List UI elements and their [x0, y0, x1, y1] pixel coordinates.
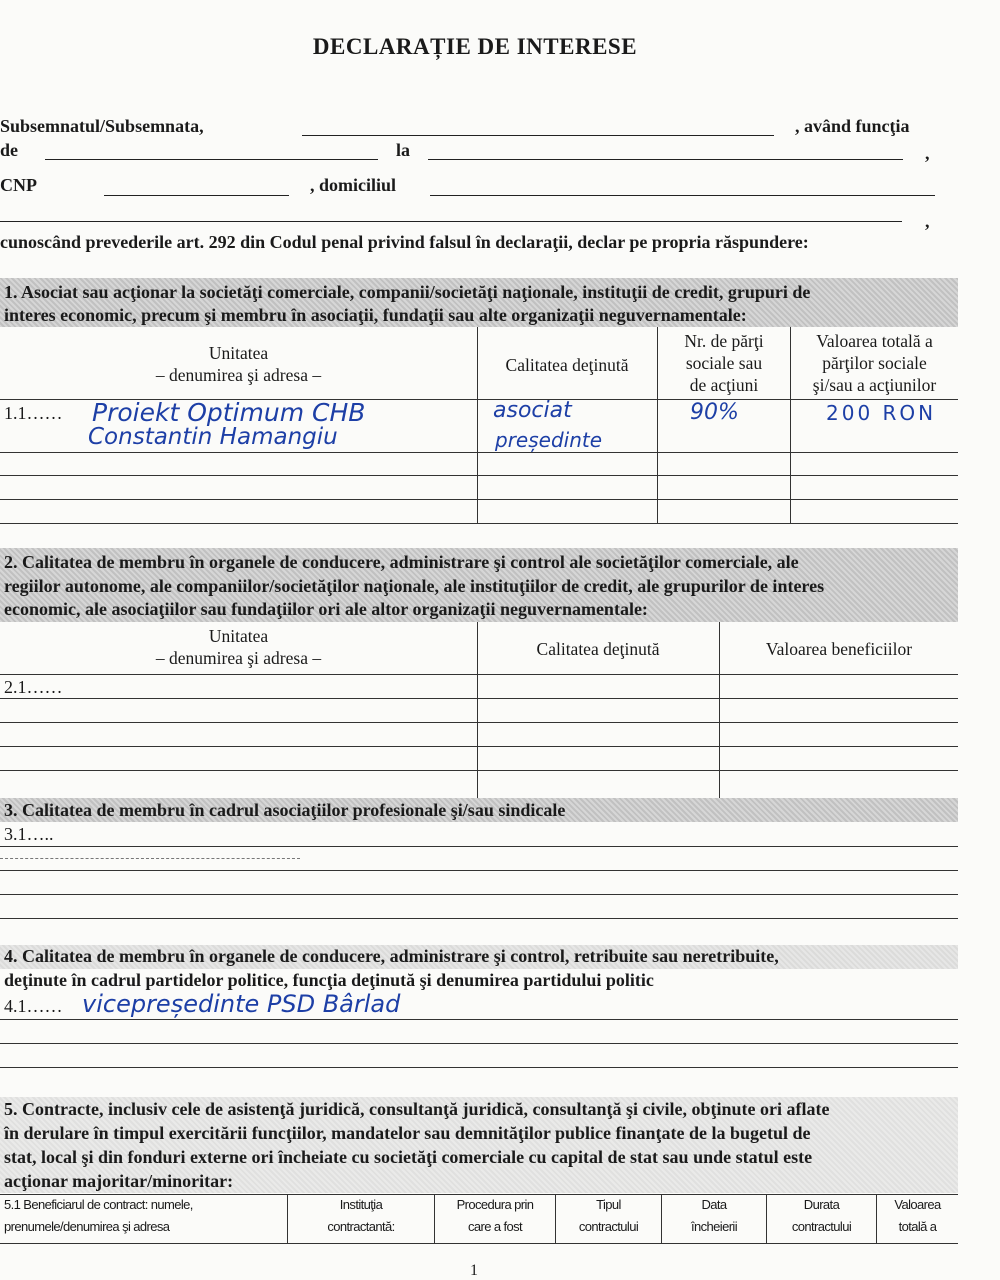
label-de: de [0, 140, 18, 160]
section2-heading-line2: regiilor autonome, ale companiilor/societăţilor naţionale, ale instituţiilor de credit, ale grupurilor de interes [4, 576, 825, 596]
address-field[interactable] [430, 195, 935, 196]
section3-heading: 3. Calitatea de membru în cadrul asociaţiilor profesionale şi/sau sindicale [4, 800, 566, 820]
cnp-field[interactable] [104, 195, 289, 196]
section2-col-unitate-header: Unitatea – denumirea şi adresa – [155, 626, 322, 668]
section5-heading-line3: stat, local şi din fonduri externe ori încheiate cu societăţi comerciale cu capital de stat sau unde statul este [4, 1147, 813, 1167]
section5-heading-line2: în derulare în timpul exercitării funcţiilor, mandatelor sau demnităţilor publice finanţate de la bugetul de [4, 1123, 811, 1143]
label-subsemnatul: Subsemnatul/Subsemnata, [0, 116, 204, 136]
section5-heading-line4: acţionar majoritar/minoritar: [4, 1171, 234, 1191]
section1-col-unitate-header: Unitatea – denumirea şi adresa – [155, 343, 322, 385]
section3-line-1 [0, 846, 958, 847]
section3-line-3 [0, 894, 958, 895]
section1-heading-line2: interes economic, precum şi membru în asociaţii, fundaţii sau alte organizaţii neguvernamentale: [4, 305, 747, 325]
function-field[interactable] [45, 159, 378, 160]
section1-entry-unit-line1: Proiekt Optimum CHB [92, 398, 366, 427]
name-field[interactable] [302, 135, 774, 136]
section5-col-beneficiar-header: 5.1 Beneficiarul de contract: numele, prenumele/denumirea şi adresa [4, 1197, 193, 1234]
section4-heading-line2: deţinute în cadrul partidelor politice, funcţia deţinută şi denumirea partidului politic [4, 970, 654, 990]
label-avand-functia: , având funcţia [795, 116, 910, 136]
comma-1: , [925, 143, 930, 163]
page-title: DECLARAȚIE DE INTERESE [312, 34, 638, 59]
page-number: 1 [470, 1262, 478, 1279]
section1-entry-nr: 90% [690, 400, 739, 425]
section2-row-label: 2.1…… [4, 677, 63, 697]
section4-entry: vicepreședinte PSD Bârlad [82, 990, 401, 1018]
section4-heading-line1: 4. Calitatea de membru în organele de conducere, administrare şi control, retribuite sau neretribuite, [4, 946, 779, 966]
label-cnp: CNP [0, 175, 37, 195]
section5-col-tipul-header: Tipul contractului [578, 1197, 639, 1234]
institution-field[interactable] [428, 159, 903, 160]
section1-col-nr-header: Nr. de părţi sociale sau de acţiuni [684, 331, 764, 395]
section2-heading-line1: 2. Calitatea de membru în organele de conducere, administrare şi control ale societăţilor comerciale, ale [4, 552, 799, 572]
label-domiciliul: , domiciliul [310, 175, 397, 195]
section4-line-2 [0, 1043, 958, 1044]
section1-heading-line1: 1. Asociat sau acţionar la societăţi comerciale, companii/societăţi naţionale, instituţii de credit, grupuri de [4, 282, 811, 302]
section1-entry-calitate-line2: președinte [495, 428, 603, 452]
section5-col-data-header: Data încheierii [690, 1197, 738, 1234]
intro-text: cunoscând prevederile art. 292 din Codul penal privind falsul în declaraţii, declar pe propria răspundere: [0, 232, 809, 252]
section3-row-label: 3.1….. [4, 824, 54, 844]
section4-line-3 [0, 1067, 958, 1068]
section3-line-4 [0, 918, 958, 919]
section3-line-2 [0, 870, 958, 871]
section1-col-valoare-header: Valoarea totală a părţilor sociale şi/sau a acţiunilor [812, 331, 937, 395]
section5-col-valoarea-header: Valoarea totală a [894, 1197, 941, 1234]
address-field-2[interactable] [0, 221, 902, 222]
section4-row-label: 4.1…… [4, 996, 63, 1016]
section1-col-calitatea-header: Calitatea deţinută [505, 355, 629, 375]
section1-entry-valoare: 200 RON [826, 401, 937, 425]
section5-heading-line1: 5. Contracte, inclusiv cele de asistenţă juridică, consultanţă juridică, consultanţă şi civile, obţinute ori aflate [4, 1099, 830, 1119]
section1-entry-unit-line2: Constantin Hamangiu [88, 424, 338, 450]
section5-col-procedura-header: Procedura prin care a fost [456, 1197, 534, 1234]
section1-entry-calitate-line1: asociat [493, 398, 572, 423]
section3-dash [0, 858, 300, 859]
section2-col-calitatea-header: Calitatea deţinută [536, 639, 660, 659]
section4-line-1 [0, 1019, 958, 1020]
section2-col-valoare-header: Valoarea beneficiilor [765, 639, 913, 659]
section5-col-institutia-header: Instituţia contractantă: [327, 1197, 395, 1234]
section2-heading-line3: economic, ale asociaţiilor sau fundaţiilor ori ale altor organizaţii neguvernamentale: [4, 599, 648, 619]
label-la: la [396, 140, 411, 160]
section5-col-durata-header: Durata contractului [791, 1197, 852, 1234]
section1-row-label: 1.1…… [4, 403, 63, 423]
comma-2: , [925, 211, 930, 231]
